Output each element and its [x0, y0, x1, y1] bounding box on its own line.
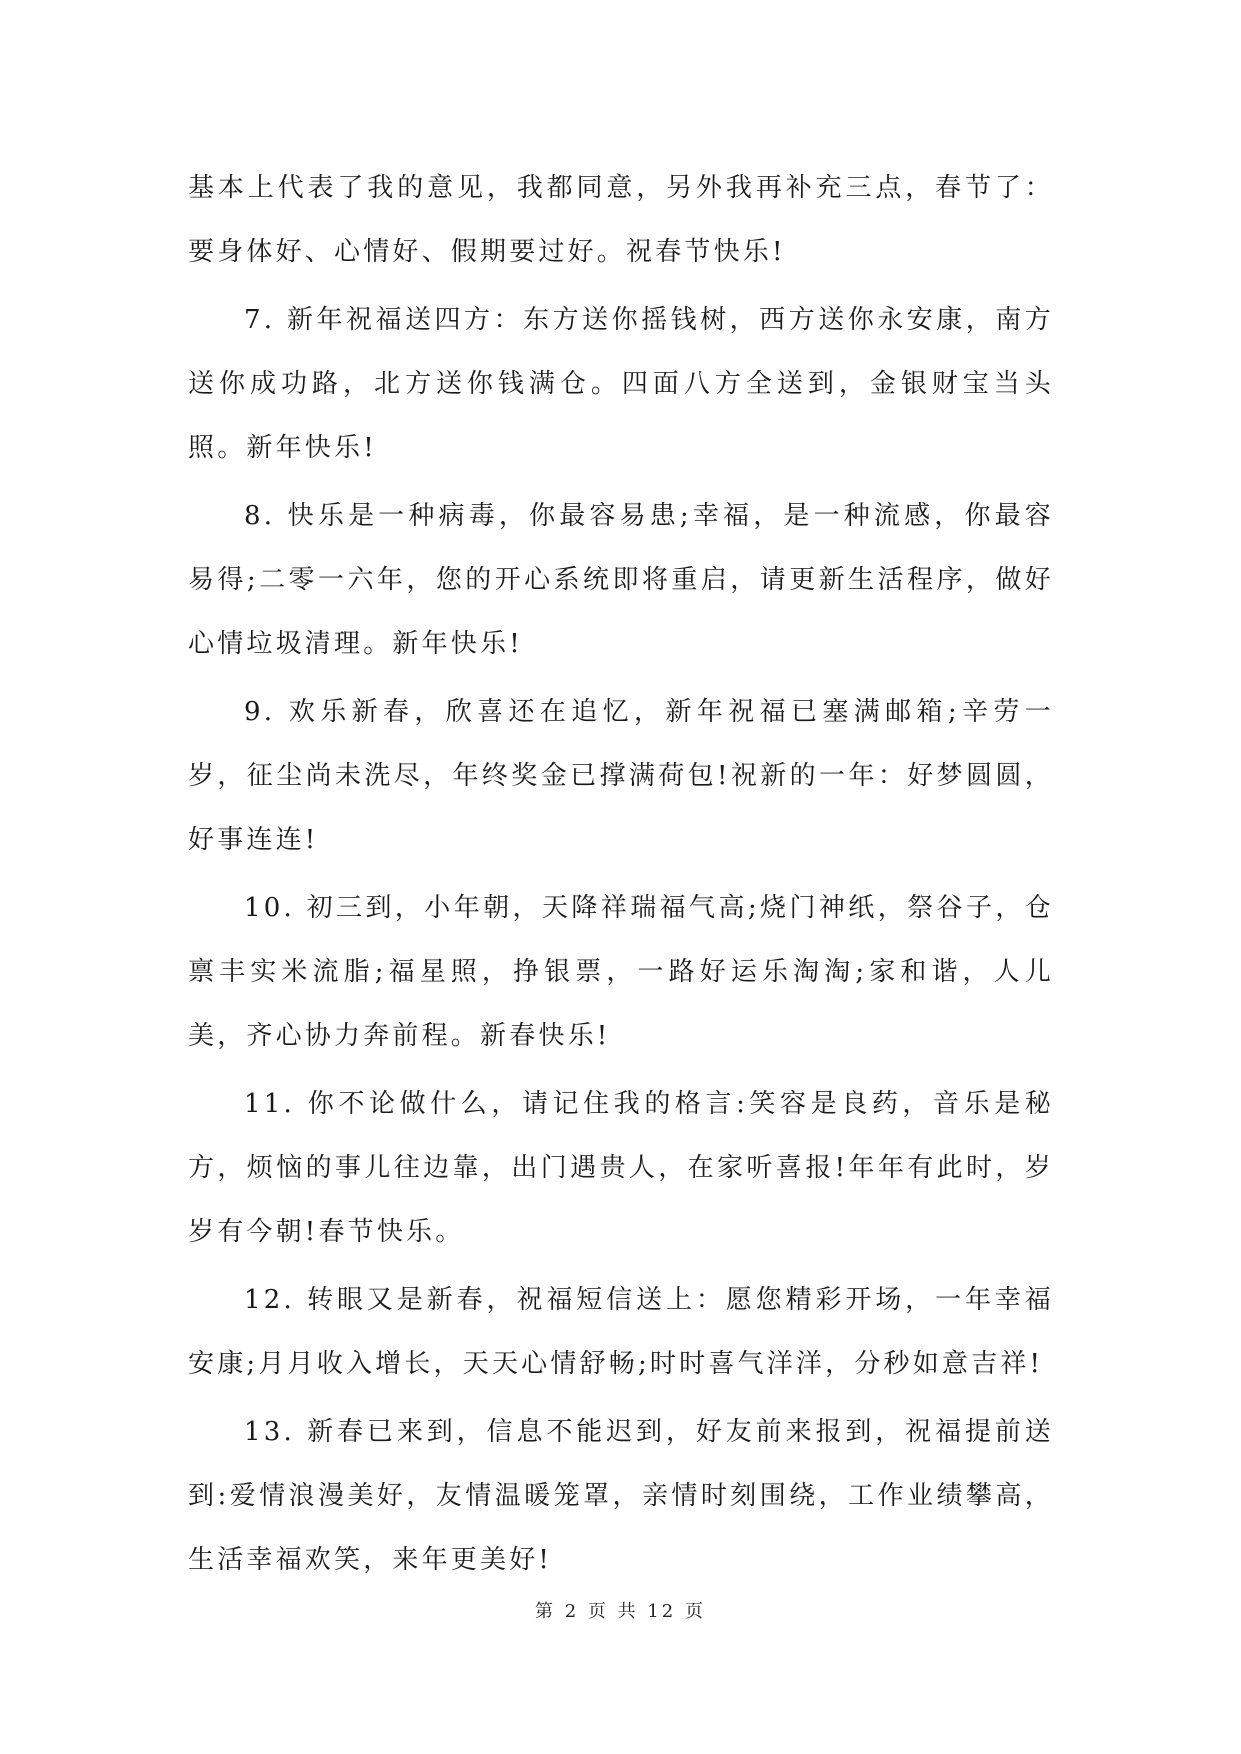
paragraph-item-10: 10. 初三到，小年朝，天降祥瑞福气高;烧门神纸，祭谷子，仓禀丰实米流脂;福星照，挣银票，一路好运乐淘淘;家和谐，人儿美，齐心协力奔前程。新春快乐! — [188, 893, 1054, 1051]
document-body — [188, 156, 1054, 1596]
paragraph-continuation: 基本上代表了我的意见，我都同意，另外我再补充三点，春节了：要身体好、心情好、假期要过好。祝春节快乐! — [188, 173, 1054, 267]
paragraph-item-11: 11. 你不论做什么，请记住我的格言:笑容是良药，音乐是秘方，烦恼的事儿往边靠，出门遇贵人，在家听喜报!年年有此时，岁岁有今朝!春节快乐。 — [188, 1089, 1054, 1247]
paragraph-item-7: 7. 新年祝福送四方：东方送你摇钱树，西方送你永安康，南方送你成功路，北方送你钱满仓。四面八方全送到，金银财宝当头照。新年快乐! — [188, 305, 1054, 463]
paragraph-item-12: 12. 转眼又是新春，祝福短信送上：愿您精彩开场，一年幸福安康;月月收入增长，天天心情舒畅;时时喜气洋洋，分秒如意吉祥! — [188, 1285, 1054, 1379]
paragraph-item-8: 8. 快乐是一种病毒，你最容易患;幸福，是一种流感，你最容易得;二零一六年，您的开心系统即将重启，请更新生活程序，做好心情垃圾清理。新年快乐! — [188, 501, 1054, 659]
paragraph-item-13: 13. 新春已来到，信息不能迟到，好友前来报到，祝福提前送到:爱情浪漫美好，友情温暖笼罩，亲情时刻围绕，工作业绩攀高，生活幸福欢笑，来年更美好! — [188, 1417, 1054, 1575]
paragraph-item-9: 9. 欢乐新春，欣喜还在追忆，新年祝福已塞满邮箱;辛劳一岁，征尘尚未洗尽，年终奖金已撑满荷包!祝新的一年：好梦圆圆，好事连连! — [188, 697, 1054, 855]
page-footer: 第 2 页 共 12 页 — [535, 1601, 706, 1622]
